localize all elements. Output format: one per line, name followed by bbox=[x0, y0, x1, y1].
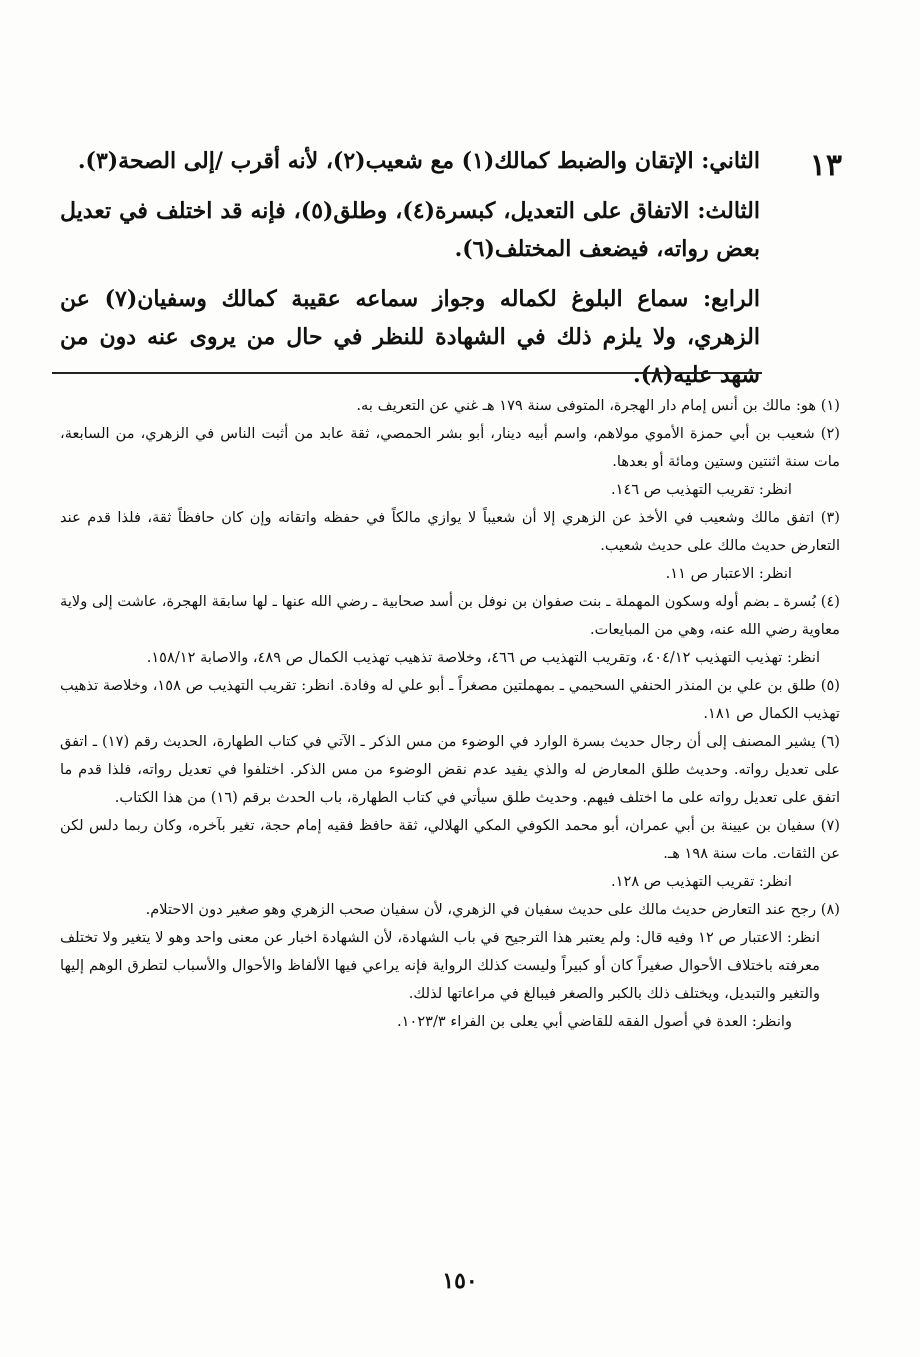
footnote-8: (٨) رجح عند التعارض حديث مالك على حديث سفيان في الزهري، لأن سفيان صحب الزهري وهو صغير دون الاحتلام. bbox=[145, 901, 840, 918]
footnote-6: (٦) يشير المصنف إلى أن رجال حديث بسرة الوارد في الوضوء من مس الذكر ـ الآتي في كتاب الطهارة، الحديث رقم (١٧) ـ اتفق على تعديل رواته. وحديث طلق المعارض له والذي يفيد عدم نقض الوضوء من مس الذكر. اختلفوا في تعديل رواته، فلذا قدم ما اتفق على تعديل رواته على ما اختلف فيهم. وحديث طلق سيأتي في كتاب الطهارة، باب الحدث برقم (١٦) من هذا الكتاب. bbox=[60, 733, 840, 806]
footnote-2: (٢) شعيب بن أبي حمزة الأموي مولاهم، واسم أبيه دينار، أبو بشر الحمصي، ثقة عابد من أثبت الناس في الزهري، من السابعة، مات سنة اثنتين وستين ومائة أو بعدها. bbox=[60, 425, 840, 470]
main-paragraph-second: الثاني: الإتقان والضبط كمالك(١) مع شعيب(٢)، لأنه أقرب /إلى الصحة(٣). bbox=[77, 148, 760, 174]
footnote-4: (٤) بُسرة ـ بضم أوله وسكون المهملة ـ بنت صفوان بن نوفل بن أسد صحابية ـ رضي الله عنها ـ لها سابقة الهجرة، عاشت إلى ولاية معاوية رضي الله عنه، وهي من المبايعات. bbox=[60, 593, 840, 638]
footnote-1: (١) هو: مالك بن أنس إمام دار الهجرة، المتوفى سنة ١٧٩ هـ غني عن التعريف به. bbox=[356, 397, 840, 414]
footnote-2-reference: انظر: تقريب التهذيب ص ١٤٦. bbox=[611, 481, 792, 498]
footnote-7: (٧) سفيان بن عيينة بن أبي عمران، أبو محمد الكوفي المكي الهلالي، ثقة حافظ فقيه إمام حجة، تغير بآخره، وكان ربما دلس لكن عن الثقات. مات سنة ١٩٨ هـ. bbox=[60, 817, 840, 862]
main-paragraph-third: الثالث: الاتفاق على التعديل، كبسرة(٤)، وطلق(٥)، فإنه قد اختلف في تعديل بعض رواته، فيضعف المختلف(٦). bbox=[60, 198, 761, 262]
footnote-3-reference: انظر: الاعتبار ص ١١. bbox=[665, 565, 792, 582]
footnotes bbox=[60, 392, 840, 1036]
footnote-7-reference: انظر: تقريب التهذيب ص ١٢٨. bbox=[611, 873, 792, 890]
page-number: ١٥٠ bbox=[442, 1268, 478, 1294]
section-number: ١٣ bbox=[809, 148, 842, 183]
footnote-3: (٣) اتفق مالك وشعيب في الأخذ عن الزهري إلا أن شعيباً لا يوازي مالكاً في حفظه واتقانه وإن كان حافظاً ثقة، فلذا قدم عند التعارض حديث مالك على حديث شعيب. bbox=[60, 509, 840, 554]
footnote-divider bbox=[52, 372, 762, 374]
main-text bbox=[60, 142, 760, 406]
footnote-4-reference: انظر: تهذيب التهذيب ٤٠٤/١٢، وتقريب التهذيب ص ٤٦٦، وخلاصة تذهيب تهذيب الكمال ص ٤٨٩، والاصابة ١٥٨/١٢. bbox=[146, 649, 820, 666]
footnote-5: (٥) طلق بن علي بن المنذر الحنفي السحيمي ـ بمهملتين مصغراً ـ أبو علي له وفادة. انظر: تقريب التهذيب ص ١٥٨، وخلاصة تذهيب تهذيب الكمال ص ١٨١. bbox=[60, 677, 840, 722]
footnote-8-second-reference: وانظر: العدة في أصول الفقه للقاضي أبي يعلى بن الفراء ١٠٢٣/٣. bbox=[397, 1013, 792, 1030]
main-paragraph-fourth: الرابع: سماع البلوغ لكماله وجواز سماعه عقيبة كمالك وسفيان(٧) عن الزهري، ولا يلزم ذلك في الشهادة للنظر في حال من يروى عنه دون من شهد عليه(٨). bbox=[60, 286, 760, 388]
footnote-8-reference: انظر: الاعتبار ص ١٢ وفيه قال: ولم يعتبر هذا الترجيح في باب الشهادة، لأن الشهادة اخبار عن معنى واحد وهو لا يتغير ولا تختلف معرفته باختلاف الأحوال صغيراً كان أو كبيراً وليست كذلك الرواية فإنه يراعي فيها الألفاظ والأحوال والأسباب لتطرق الوهم إليها والتغير والتبديل، ويختلف ذلك بالكبر والصغر فيبالغ في مراعاتها لذلك. bbox=[60, 929, 820, 1002]
